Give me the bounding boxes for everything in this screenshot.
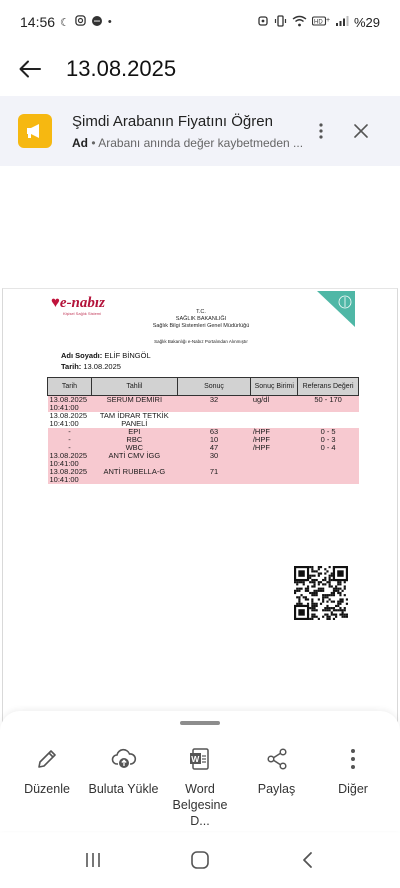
ad-banner[interactable] bbox=[0, 96, 400, 166]
svg-text:HD: HD bbox=[313, 19, 323, 26]
table-row bbox=[48, 412, 359, 428]
cell-test: EPI bbox=[91, 428, 177, 436]
share-button[interactable] bbox=[242, 745, 312, 829]
page-title: 13.08.2025 bbox=[66, 56, 177, 81]
back-nav-button[interactable] bbox=[277, 840, 337, 880]
recents-icon bbox=[84, 851, 102, 869]
cell-ref bbox=[298, 412, 359, 428]
vibrate-icon bbox=[274, 14, 287, 30]
bottom-sheet[interactable] bbox=[0, 711, 400, 831]
cell-unit: /HPF bbox=[251, 444, 298, 452]
instagram-icon bbox=[75, 15, 86, 29]
ad-close-button[interactable] bbox=[341, 111, 381, 151]
share-label: Paylaş bbox=[257, 782, 296, 796]
col-result: Sonuç bbox=[177, 378, 251, 396]
patient-info bbox=[61, 351, 151, 360]
alarm-icon bbox=[257, 14, 269, 30]
edit-label: Düzenle bbox=[24, 782, 70, 796]
cell-test: WBC bbox=[91, 444, 177, 452]
col-reference: Referans Değeri bbox=[298, 378, 359, 396]
ad-subtitle: • Arabanı anında değer kaybetmeden ... bbox=[91, 135, 304, 150]
cell-date: 13.08.2025 10:41:00 bbox=[48, 452, 92, 468]
hd-icon bbox=[312, 14, 330, 30]
cloud-upload-button[interactable] bbox=[89, 745, 159, 829]
results-body bbox=[48, 396, 359, 485]
recents-button[interactable] bbox=[63, 840, 123, 880]
cell-result: 71 bbox=[177, 468, 251, 484]
cell-ref bbox=[298, 468, 359, 484]
ad-title[interactable]: Şimdi Arabanın Fiyatını Öğren bbox=[72, 112, 273, 130]
doc-notice: Sağlık Bakanlığı e-Nabız Portalından Alınmıştır bbox=[154, 339, 248, 344]
results-table bbox=[47, 377, 359, 484]
cell-result: 32 bbox=[177, 396, 251, 413]
enabiz-logo: ♥e-nabız bbox=[51, 295, 105, 311]
patient-name: ELİF BİNGÖL bbox=[104, 351, 151, 360]
table-row bbox=[48, 468, 359, 484]
share-icon bbox=[263, 745, 291, 773]
ad-label: Ad bbox=[72, 135, 88, 150]
cell-test: ANTİ CMV İGG bbox=[91, 452, 177, 468]
moon-icon: ☾ bbox=[60, 16, 70, 29]
sheet-handle[interactable] bbox=[180, 721, 220, 725]
svg-text:W: W bbox=[191, 753, 200, 764]
cell-result: 47 bbox=[177, 444, 251, 452]
ad-more-button[interactable] bbox=[307, 111, 335, 151]
document-viewer[interactable] bbox=[0, 166, 400, 711]
cell-date: - bbox=[48, 444, 92, 452]
edit-button[interactable] bbox=[12, 745, 82, 829]
more-button[interactable] bbox=[318, 745, 388, 829]
wifi-icon bbox=[292, 14, 307, 30]
table-row bbox=[48, 396, 359, 413]
svg-text:+: + bbox=[325, 17, 330, 24]
table-header bbox=[48, 378, 359, 396]
signal-icon bbox=[335, 14, 349, 30]
more-vertical-icon bbox=[339, 745, 367, 773]
home-button[interactable] bbox=[170, 840, 230, 880]
cell-date: - bbox=[48, 436, 92, 444]
status-time: 14:56 bbox=[20, 14, 56, 30]
pencil-icon bbox=[33, 745, 61, 773]
table-row bbox=[48, 428, 359, 436]
system-nav-bar bbox=[0, 832, 400, 888]
cell-ref: 0 - 3 bbox=[298, 436, 359, 444]
table-row bbox=[48, 452, 359, 468]
patient-label: Adı Soyadı: bbox=[61, 351, 103, 360]
cell-ref: 0 - 5 bbox=[298, 428, 359, 436]
cell-unit: /HPF bbox=[251, 436, 298, 444]
cell-unit bbox=[251, 412, 298, 428]
cell-result: 10 bbox=[177, 436, 251, 444]
col-test: Tahlil bbox=[91, 378, 177, 396]
status-bar bbox=[0, 0, 400, 44]
doc-header-line-2: SAĞLIK BAKANLIĞI bbox=[175, 316, 227, 322]
word-icon bbox=[186, 745, 214, 773]
cell-test: RBC bbox=[91, 436, 177, 444]
ad-logo[interactable] bbox=[18, 114, 52, 148]
action-bar bbox=[0, 745, 400, 829]
cell-test: ANTİ RUBELLA-G bbox=[91, 468, 177, 484]
cell-test: SERUM DEMİRİ bbox=[91, 396, 177, 413]
cloud-upload-label: Buluta Yükle bbox=[88, 782, 159, 796]
date-value: 13.08.2025 bbox=[83, 362, 121, 371]
arrow-left-icon bbox=[19, 60, 41, 78]
date-info bbox=[61, 362, 121, 371]
cell-ref bbox=[298, 452, 359, 468]
cell-date: 13.08.2025 10:41:00 bbox=[48, 396, 92, 413]
doc-header-line-3: Sağlık Bilgi Sistemleri Genel Müdürlüğü bbox=[152, 323, 250, 329]
document-page[interactable] bbox=[2, 288, 398, 728]
cell-test: TAM İDRAR TETKİK PANELİ bbox=[91, 412, 177, 428]
cell-result: 30 bbox=[177, 452, 251, 468]
cell-date: - bbox=[48, 428, 92, 436]
megaphone-icon bbox=[25, 123, 45, 139]
ministry-emblem-icon bbox=[317, 291, 355, 327]
home-icon bbox=[190, 850, 210, 870]
cell-result: 63 bbox=[177, 428, 251, 436]
cell-result bbox=[177, 412, 251, 428]
dot-icon: • bbox=[107, 16, 112, 28]
table-row bbox=[48, 444, 359, 452]
cell-date: 13.08.2025 10:41:00 bbox=[48, 468, 92, 484]
cell-unit bbox=[251, 468, 298, 484]
qr-code bbox=[294, 566, 348, 620]
cell-date: 13.08.2025 10:41:00 bbox=[48, 412, 92, 428]
chevron-left-icon bbox=[301, 851, 313, 869]
col-unit: Sonuç Birimi bbox=[251, 378, 298, 396]
cell-unit: ug/dl bbox=[251, 396, 298, 413]
close-icon bbox=[353, 123, 369, 139]
cell-unit bbox=[251, 452, 298, 468]
cell-unit: /HPF bbox=[251, 428, 298, 436]
convert-word-label: Word Belgesine D... bbox=[172, 782, 228, 828]
convert-word-button[interactable] bbox=[165, 745, 235, 829]
more-label: Diğer bbox=[338, 782, 368, 796]
cloud-upload-icon bbox=[110, 745, 138, 773]
more-vertical-icon bbox=[319, 123, 323, 139]
back-button[interactable] bbox=[0, 44, 60, 94]
cell-ref: 50 - 170 bbox=[298, 396, 359, 413]
col-date: Tarih bbox=[48, 378, 92, 396]
date-label: Tarih: bbox=[61, 362, 82, 371]
table-row bbox=[48, 436, 359, 444]
battery-level: %29 bbox=[353, 14, 380, 30]
logo-subtext: Kişisel Sağlık Sistemi bbox=[63, 311, 102, 316]
logo-text: e-nabız bbox=[59, 295, 105, 311]
chat-icon bbox=[91, 15, 103, 30]
cell-ref: 0 - 4 bbox=[298, 444, 359, 452]
app-header bbox=[0, 44, 400, 94]
doc-header-line-1: T.C. bbox=[196, 309, 206, 315]
